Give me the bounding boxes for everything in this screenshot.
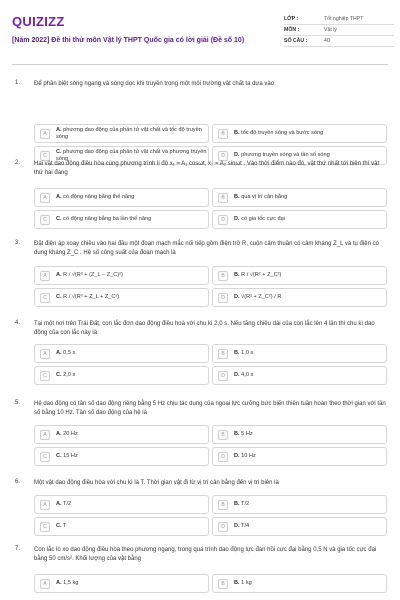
- option-letter: D: [218, 452, 228, 462]
- option-letter: D: [218, 371, 228, 381]
- worksheet-header: [12, 12, 388, 66]
- option-letter: D: [218, 293, 228, 303]
- option-text: phương dao động của phần tử vật chất và tốc độ truyền sóng: [56, 126, 202, 140]
- option-text: R / √(R² + Z_C²): [241, 272, 282, 278]
- option-text: 10 Hz: [241, 453, 256, 459]
- option-a[interactable]: A A. R / √(R² + (Z_L − Z_C)²): [34, 266, 209, 285]
- option-text: có động năng bằng ba lần thế năng: [63, 216, 152, 222]
- option-text: √(R² + Z_C²) / R: [241, 294, 282, 300]
- option-c[interactable]: C C. 15 Hz: [34, 447, 209, 466]
- meta-value: Vật lý: [324, 27, 337, 33]
- option-letter: A: [40, 271, 50, 281]
- option-c[interactable]: C C. phương dao động của phần tử vật chất và phương truyền sóng: [34, 146, 209, 165]
- option-d[interactable]: D D. có gia tốc cực đại: [212, 210, 387, 229]
- option-letter: A: [40, 500, 50, 510]
- option-c[interactable]: C C. T: [34, 517, 209, 536]
- option-letter: A: [40, 129, 50, 139]
- option-letter: C: [40, 215, 50, 225]
- option-letter: B: [218, 500, 228, 510]
- option-letter: D: [218, 522, 228, 532]
- option-text: có gia tốc cực đại: [241, 216, 286, 222]
- option-text: phương truyền sóng và tần số sóng: [241, 152, 330, 158]
- option-a[interactable]: A A. 20 Hz: [34, 425, 209, 444]
- question-number: 3.: [15, 240, 21, 246]
- option-text: 5 Hz: [241, 431, 253, 437]
- meta-value: Tốt nghiệp THPT: [324, 16, 364, 22]
- question-number: 5.: [15, 400, 21, 406]
- option-letter: A: [40, 579, 50, 589]
- option-d[interactable]: D D. 10 Hz: [212, 447, 387, 466]
- option-letter: B: [218, 193, 228, 203]
- option-b[interactable]: B B. 1,0 s: [212, 344, 387, 363]
- option-text: có động năng bằng thế năng: [63, 194, 135, 200]
- question-number: 6.: [15, 479, 21, 485]
- option-text: 1 kg: [241, 580, 252, 586]
- meta-value: 40: [324, 38, 330, 44]
- meta-key: MÔN :: [284, 27, 300, 33]
- option-d[interactable]: D D. 4,0 s: [212, 366, 387, 385]
- option-letter: C: [40, 522, 50, 532]
- option-text: T: [63, 523, 67, 529]
- option-letter: D: [218, 151, 228, 161]
- question-number: 2.: [15, 160, 21, 166]
- option-text: R / √(R² + Z_L + Z_C²): [63, 294, 120, 300]
- question-text: Một vật dao động điều hòa với chu kì là T. Thời gian vật đi từ vị trí cân bằng đến vị trí biên là: [34, 480, 279, 486]
- option-text: phương dao động của phần tử vật chất và phương truyền sóng: [56, 148, 207, 162]
- option-letter: D: [218, 215, 228, 225]
- question-text: Để phân biệt sóng ngang và sóng dọc khi truyền trong một môi trường vật chất ta dựa vào: [34, 81, 275, 87]
- option-letter: A: [40, 430, 50, 440]
- option-b[interactable]: B B. T/2: [212, 495, 387, 514]
- option-letter: A: [40, 193, 50, 203]
- option-a[interactable]: A A. T/2: [34, 495, 209, 514]
- question-number: 1.: [15, 80, 21, 86]
- meta-row-class: [284, 14, 394, 25]
- option-b[interactable]: B B. R / √(R² + Z_C²): [212, 266, 387, 285]
- option-text: 1,5 kg: [63, 580, 79, 586]
- option-letter: C: [40, 452, 50, 462]
- option-letter: B: [218, 579, 228, 589]
- worksheet-title: [Năm 2022] Đề thi thử môn Vật lý THPT Quốc gia có lời giải (Đề số 10): [12, 37, 245, 44]
- option-b[interactable]: B B. tốc độ truyền sóng và bước sóng: [212, 124, 387, 143]
- option-text: 1,0 s: [241, 350, 254, 356]
- option-c[interactable]: C C. có động năng bằng ba lần thế năng: [34, 210, 209, 229]
- quizizz-logo: QUIZIZZ: [12, 14, 65, 29]
- option-text: T/4: [241, 523, 250, 529]
- option-a[interactable]: A A. phương dao động của phần tử vật chất và tốc độ truyền sóng: [34, 124, 209, 143]
- meta-key: LỚP :: [284, 16, 299, 22]
- meta-key: SỐ CÂU :: [284, 38, 308, 44]
- question-text: Hệ dao động có tần số dao động riêng bằng 5 Hz chịu tác dụng của ngoại lực cưỡng bức biến thiên tuần hoàn theo thời gian với tần số bằng 10 Hz. Tần số dao động của hệ là: [34, 401, 386, 416]
- option-text: 4,0 s: [241, 372, 254, 378]
- question-text: Con lắc lò xo dao động điều hòa theo phương ngang, trong quá trình dao động lực đàn hồi cực đại bằng 0,5 N và gia tốc cực đại bằng 50 cm/s². Khối lượng của vật bằng: [34, 547, 377, 562]
- option-letter: A: [40, 349, 50, 359]
- option-text: 15 Hz: [63, 453, 78, 459]
- meta-row-subject: [284, 25, 394, 36]
- header-divider: [12, 64, 388, 65]
- meta-panel: [284, 14, 394, 47]
- option-letter: C: [40, 151, 50, 161]
- option-text: 0,5 s: [63, 350, 76, 356]
- option-letter: C: [40, 371, 50, 381]
- option-letter: B: [218, 271, 228, 281]
- option-text: 20 Hz: [63, 431, 78, 437]
- option-text: 2,0 s: [63, 372, 76, 378]
- option-d[interactable]: D D. √(R² + Z_C²) / R: [212, 288, 387, 307]
- option-a[interactable]: A A. 0,5 s: [34, 344, 209, 363]
- meta-row-count: [284, 36, 394, 47]
- option-b[interactable]: B B. qua vị trí cân bằng: [212, 188, 387, 207]
- question-text: Đặt điện áp xoay chiều vào hai đầu một đoạn mạch mắc nối tiếp gồm điện trở R, cuộn cảm thuần có cảm kháng Z_L và tụ điện có dung kháng Z_C . Hệ số công suất của đoạn mạch là: [34, 241, 379, 256]
- option-text: tốc độ truyền sóng và bước sóng: [241, 130, 324, 136]
- question-text: Hai vật dao động điều hòa cùng phương trình li độ x₁ = A₁ cosωt, x₂ = A₂ sinωt . Vào thời điểm nào đó, vật thứ nhất tới biên thì vật thứ hai đang: [34, 161, 380, 176]
- option-a[interactable]: A A. 1,5 kg: [34, 574, 209, 593]
- option-c[interactable]: C C. R / √(R² + Z_L + Z_C²): [34, 288, 209, 307]
- option-a[interactable]: A A. có động năng bằng thế năng: [34, 188, 209, 207]
- option-text: qua vị trí cân bằng: [241, 194, 288, 200]
- option-letter: C: [40, 293, 50, 303]
- option-b[interactable]: B B. 1 kg: [212, 574, 387, 593]
- option-c[interactable]: C C. 2,0 s: [34, 366, 209, 385]
- option-d[interactable]: D D. T/4: [212, 517, 387, 536]
- question-number: 7.: [15, 546, 21, 552]
- option-text: T/2: [63, 501, 72, 507]
- question-text: Tại một nơi trên Trái Đất, con lắc đơn dao động điều hoà với chu kì 2,0 s. Nếu tăng chiều dài của con lắc lên 4 lần thì chu kì dao động của con lắc này là: [34, 321, 375, 336]
- option-letter: B: [218, 129, 228, 139]
- option-b[interactable]: B B. 5 Hz: [212, 425, 387, 444]
- option-text: T/2: [241, 501, 250, 507]
- option-text: R / √(R² + (Z_L − Z_C)²): [63, 272, 123, 278]
- option-letter: B: [218, 349, 228, 359]
- question-number: 4.: [15, 320, 21, 326]
- option-letter: B: [218, 430, 228, 440]
- option-d[interactable]: D D. phương truyền sóng và tần số sóng: [212, 146, 387, 165]
